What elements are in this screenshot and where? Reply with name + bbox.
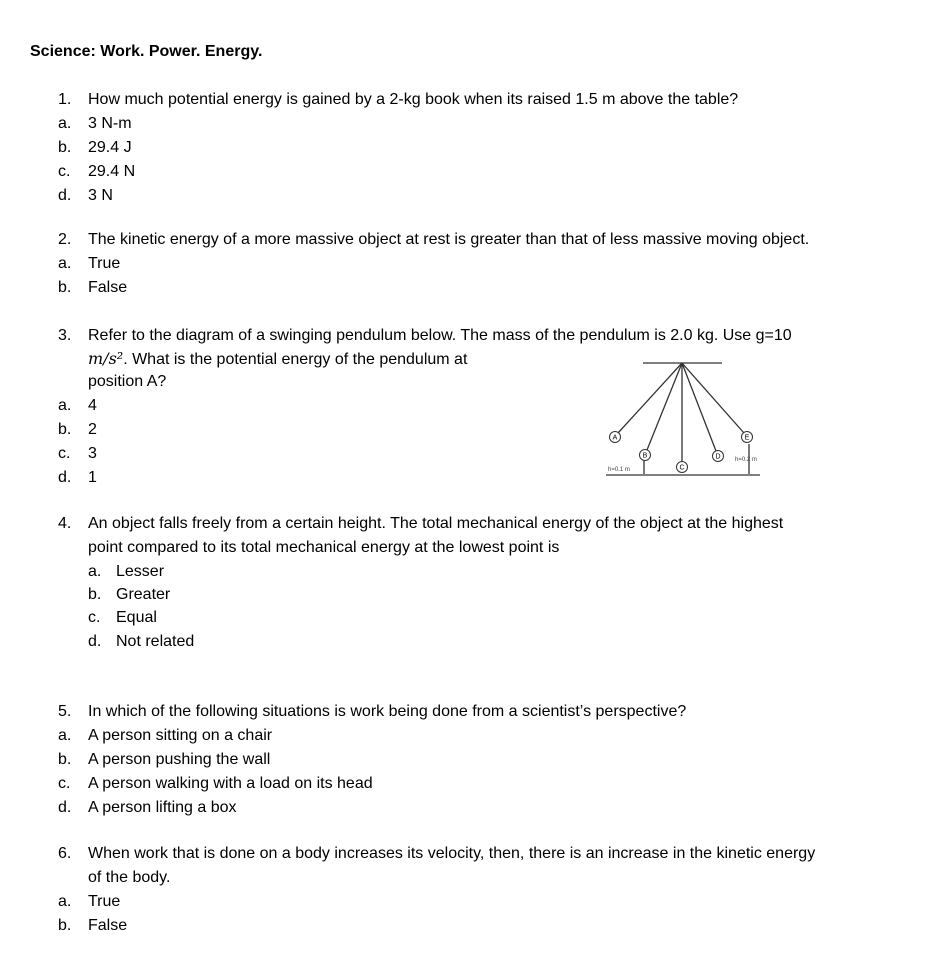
question-number: 3.: [58, 327, 72, 344]
option-letter: b.: [58, 279, 72, 296]
option-text: False: [88, 917, 128, 934]
option-text: Not related: [116, 633, 195, 650]
unit: m/s²: [88, 349, 124, 368]
question-number: 5.: [58, 703, 72, 720]
option-letter: c.: [58, 775, 71, 792]
question-number: 2.: [58, 231, 72, 248]
option-text: 3: [88, 445, 97, 462]
question-text: When work that is done on a body increases its velocity, then, there is an increase in the kinetic energy: [88, 845, 816, 862]
option-letter: d.: [58, 469, 72, 486]
option-letter: b.: [58, 751, 72, 768]
option-text: Greater: [116, 586, 171, 603]
option-letter: a.: [58, 397, 72, 414]
option-text: 4: [88, 397, 97, 414]
option-letter: d.: [88, 633, 102, 650]
option-text: A person pushing the wall: [88, 751, 271, 768]
option-text: Equal: [116, 609, 157, 626]
option-text: False: [88, 279, 128, 296]
question-text: The kinetic energy of a more massive object at rest is greater than that of less massive moving object.: [88, 231, 810, 248]
option-text: True: [88, 255, 121, 272]
option-letter: d.: [58, 187, 72, 204]
option-letter: c.: [58, 163, 71, 180]
option-letter: b.: [58, 917, 72, 934]
option-text: 1: [88, 469, 97, 486]
option-letter: b.: [58, 421, 72, 438]
question-number: 4.: [58, 515, 72, 532]
option-text: 3 N-m: [88, 115, 132, 132]
bob-label: D: [715, 453, 721, 461]
option-letter: b.: [88, 586, 102, 603]
question-text-line2: of the body.: [88, 869, 171, 886]
question-text: An object falls freely from a certain height. The total mechanical energy of the object at the highest: [88, 515, 784, 532]
option-letter: a.: [58, 255, 72, 272]
question-text-line3: position A?: [88, 373, 167, 390]
option-text: 3 N: [88, 187, 113, 204]
bob-label: B: [642, 452, 648, 460]
height-label-b: h=0.1 m: [608, 467, 630, 473]
question-text: In which of the following situations is work being done from a scientist’s perspective?: [88, 703, 687, 720]
bob-label: E: [744, 434, 750, 442]
height-label-e: h=0.2 m: [735, 457, 757, 463]
bob-label: A: [612, 434, 618, 442]
option-text: A person lifting a box: [88, 799, 237, 816]
question-text: Refer to the diagram of a swinging pendulum below. The mass of the pendulum is 2.0 kg. Use g=10: [88, 327, 792, 344]
option-text: 29.4 J: [88, 139, 132, 156]
option-letter: a.: [58, 115, 72, 132]
text: . What is the potential energy of the pendulum at: [123, 351, 468, 368]
option-text: Lesser: [116, 563, 165, 580]
option-letter: b.: [58, 139, 72, 156]
question-text-line2: point compared to its total mechanical energy at the lowest point is: [88, 539, 560, 556]
option-letter: a.: [58, 727, 72, 744]
question-text: How much potential energy is gained by a 2-kg book when its raised 1.5 m above the table?: [88, 91, 739, 108]
option-letter: c.: [88, 609, 101, 626]
option-text: 2: [88, 421, 97, 438]
option-letter: c.: [58, 445, 71, 462]
option-text: 29.4 N: [88, 163, 136, 180]
option-text: A person walking with a load on its head: [88, 775, 373, 792]
question-number: 1.: [58, 91, 72, 108]
document-title: Science: Work. Power. Energy.: [30, 43, 263, 60]
bob-label: C: [679, 464, 685, 472]
question-number: 6.: [58, 845, 72, 862]
option-letter: d.: [58, 799, 72, 816]
option-text: True: [88, 893, 121, 910]
option-letter: a.: [58, 893, 72, 910]
option-text: A person sitting on a chair: [88, 727, 273, 744]
option-letter: a.: [88, 563, 102, 580]
